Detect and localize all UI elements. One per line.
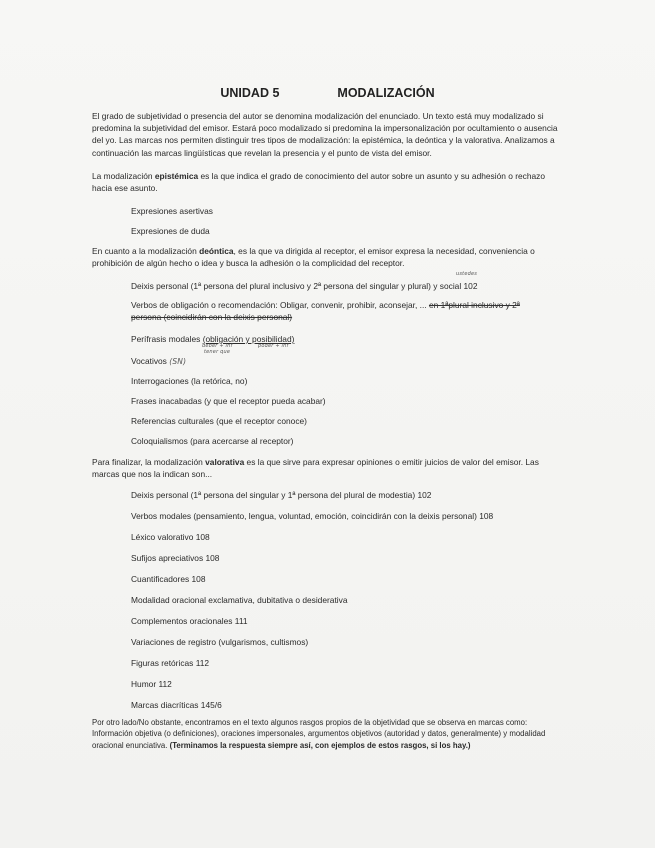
intro-paragraph: El grado de subjetividad o presencia del autor se denomina modalización del enunciado. Un texto está muy modalizado si predomina la subjetividad del emisor. Estará poco modalizado si predomina la impersonalización por ocultamiento o ausencia del yo. Las marcas nos permiten distinguir tres tipos de modalización: la epistémica, la deóntica y la valorativa. Analizamos a continuación las marcas lingüísticas que revelan la presencia y el punto de vista del emisor. [92, 111, 558, 158]
handwritten-note-tener: tener que [204, 349, 231, 355]
list-item: Figuras retóricas 112 [131, 658, 210, 668]
deontica-term: deóntica [199, 246, 234, 256]
list-item: Verbos modales (pensamiento, lengua, voluntad, emoción, coincidirán con la deixis personal) 108 [131, 511, 494, 521]
deontica-paragraph [92, 245, 562, 269]
list-item: Expresiones asertivas [131, 206, 213, 216]
epistemica-pre: La modalización [92, 171, 155, 181]
perifrasis-text: Perífrasis modales [131, 334, 203, 344]
list-item: Interrogaciones (la retórica, no) [131, 376, 248, 386]
handwritten-note-usted: ustedes [456, 271, 478, 277]
vocativos-text: Vocativos [131, 356, 167, 366]
list-item: Deixis personal (1ª persona del singular y 1ª persona del plural de modestia) 102 [131, 490, 432, 500]
unit-label: UNIDAD 5 [220, 86, 280, 100]
epistemica-post: es la que indica el grado de conocimiento del autor sobre un asunto y su adhesión o rechazo hacia ese asunto. [92, 171, 546, 194]
handwritten-note-poder: poder + inf [258, 343, 289, 349]
list-item: Expresiones de duda [131, 226, 210, 236]
list-item: Sufijos apreciativos 108 [131, 553, 220, 563]
list-item: Referencias culturales (que el receptor conoce) [131, 416, 307, 426]
list-item: Deixis personal (1ª persona del plural inclusivo y 2ª persona del singular y plural) y social 102 [131, 281, 478, 291]
verbos-struck-2: persona (coincidirán con la deixis personal) [131, 311, 293, 322]
valorativa-paragraph [92, 456, 562, 480]
list-item: Cuantificadores 108 [131, 574, 206, 584]
valorativa-pre: Para finalizar, la modalización [92, 457, 206, 467]
list-item: Complementos oracionales 111 [131, 616, 248, 626]
list-item-vocativos [131, 355, 571, 368]
verbos-struck-1: en 1ªplural inclusivo y 2ª [428, 300, 520, 310]
closing-text: Por otro lado/No obstante, encontramos en el texto algunos rasgos propios de la objetividad que se observa en marcas como: Información objetiva (o definiciones), oraciones impersonales, argumentos objetivos (autoridad y datos, generalmente) y modalidad oracional enunciativa. [92, 718, 546, 750]
topic-label: MODALIZACIÓN [337, 86, 435, 100]
list-item: Léxico valorativo 108 [131, 532, 210, 542]
list-item: Marcas diacríticas 145/6 [131, 700, 222, 710]
list-item: Variaciones de registro (vulgarismos, cultismos) [131, 637, 309, 647]
valorativa-term: valorativa [205, 457, 245, 467]
verbos-text: Verbos de obligación o recomendación: Obligar, convenir, prohibir, aconsejar, ... [131, 300, 429, 310]
deontica-pre: En cuanto a la modalización [92, 246, 200, 256]
list-item-verbos [131, 300, 571, 323]
page-title [0, 86, 655, 100]
deontica-post: , es la que va dirigida al receptor, el emisor expresa la necesidad, conveniencia o prohibición de algún hecho o idea y busca la adhesión o la complicidad del receptor. [92, 246, 535, 269]
closing-bold-note: (Terminamos la respuesta siempre así, con ejemplos de estos rasgos, si los hay.) [169, 740, 471, 750]
handwritten-note-deber: deber + inf [202, 343, 233, 349]
perifrasis-underlined: (obligación y posibilidad) [202, 334, 295, 344]
list-item: Modalidad oracional exclamativa, dubitativa o desiderativa [131, 595, 348, 605]
list-item: Humor 112 [131, 679, 172, 689]
epistemica-term: epistémica [154, 171, 199, 181]
list-item-perifrasis [131, 333, 571, 345]
list-item: Frases inacabadas (y que el receptor pueda acabar) [131, 396, 326, 406]
valorativa-post: es la que sirve para expresar opiniones o emitir juicios de valor del emisor. Las marcas que nos la indican son... [92, 457, 539, 480]
handwritten-note-sn: (SN) [169, 357, 187, 366]
list-item: Coloquialismos (para acercarse al receptor) [131, 436, 294, 446]
epistemica-paragraph [92, 170, 562, 194]
closing-paragraph [92, 717, 562, 751]
